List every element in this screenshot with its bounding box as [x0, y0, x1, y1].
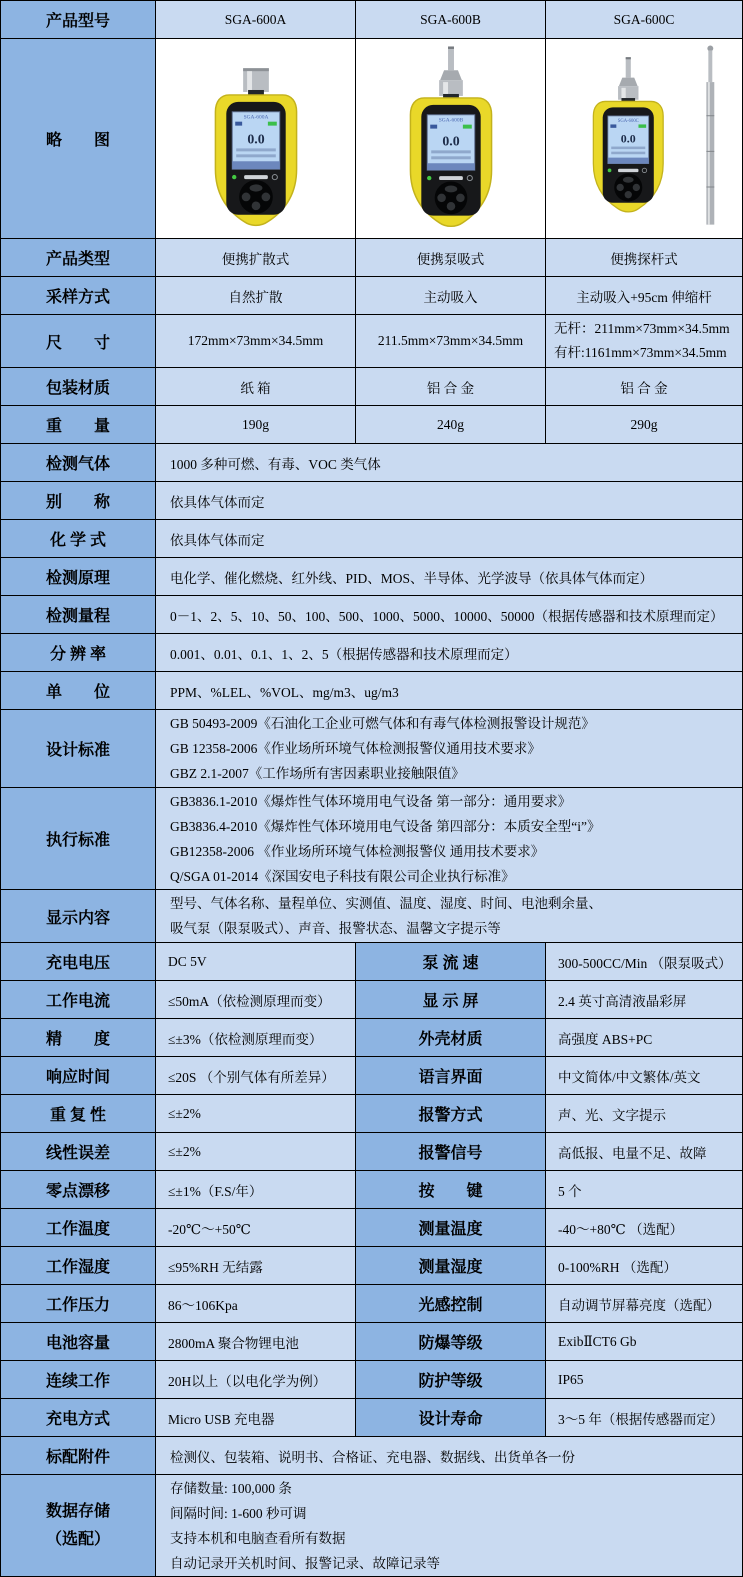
label-working-pressure: 工作压力: [1, 1285, 156, 1322]
value-detect-range: 0－1、2、5、10、50、100、500、1000、5000、10000、50000（根据传感器和技术原理而定）: [156, 596, 742, 633]
row-product-model: [1, 1, 742, 39]
value-dimensions-600a: 172mm×73mm×34.5mm: [156, 315, 356, 367]
value-response-time: ≤20S （个别气体有所差异）: [156, 1057, 356, 1094]
telescopic-probe-rod: [706, 45, 714, 224]
label-standard-accessories: 标配附件: [1, 1437, 156, 1474]
label-working-current: 工作电流: [1, 981, 156, 1018]
data-storage-line: 间隔时间: 1-600 秒可调: [170, 1505, 307, 1521]
value-product-type-600b: 便携泵吸式: [356, 239, 546, 276]
product-image-sga-600a: [156, 39, 356, 238]
label-execution-standard: 执行标准: [1, 788, 156, 889]
value-resolution: 0.001、0.01、0.1、1、2、5（根据传感器和技术原理而定）: [156, 634, 742, 671]
dimension-with-rod: 有杆:1161mm×73mm×34.5mm: [554, 345, 727, 360]
label-sketch: 略 图: [1, 39, 156, 238]
model-name-sga-600c: SGA-600C: [546, 1, 742, 38]
value-protection-grade: IP65: [546, 1361, 742, 1398]
value-product-type-600c: 便携探杆式: [546, 239, 742, 276]
value-alias: 依具体气体而定: [156, 482, 742, 519]
value-packaging-600c: 铝 合 金: [546, 368, 742, 405]
dimension-without-rod: 无杆：211mm×73mm×34.5mm: [554, 321, 730, 336]
label-language: 语言界面: [356, 1057, 546, 1094]
product-image-sga-600c: [546, 39, 742, 238]
label-weight: 重 量: [1, 406, 156, 443]
model-name-sga-600a: SGA-600A: [156, 1, 356, 38]
row-detect-principle: [1, 558, 742, 596]
row-linearity-alarm-signal: [1, 1133, 742, 1171]
row-response-time-language: [1, 1057, 742, 1095]
label-detect-principle: 检测原理: [1, 558, 156, 595]
value-repeatability: ≤±2%: [156, 1095, 356, 1132]
value-zero-drift: ≤±1%（F.S/年）: [156, 1171, 356, 1208]
value-alarm-signal: 高低报、电量不足、故障: [546, 1133, 742, 1170]
label-product-model: 产品型号: [1, 1, 156, 38]
label-design-standard: 设计标准: [1, 710, 156, 787]
label-data-storage: [1, 1475, 156, 1576]
label-alarm-mode: 报警方式: [356, 1095, 546, 1132]
lcd-reading: 0.0: [246, 131, 265, 147]
label-light-control: 光感控制: [356, 1285, 546, 1322]
label-display-screen: 显 示 屏: [356, 981, 546, 1018]
row-sampling-method: [1, 277, 742, 315]
label-charging-voltage: 充电电压: [1, 943, 156, 980]
row-dimensions: [1, 315, 742, 368]
row-battery-explosion-proof: [1, 1323, 742, 1361]
design-standard-line: GB 12358-2006《作业场所环境气体检测报警仪通用技术要求》: [170, 741, 541, 756]
value-execution-standard: [156, 788, 742, 889]
product-image-sga-600b: [356, 39, 546, 238]
execution-standard-line: GB12358-2006 《作业场所环境气体检测报警仪 通用技术要求》: [170, 843, 545, 859]
display-content-line: 型号、气体名称、量程单位、实测值、温度、湿度、时间、电池剩余量、: [170, 896, 602, 911]
row-weight: [1, 406, 742, 444]
value-buttons: 5 个: [546, 1171, 742, 1208]
row-zero-drift-buttons: [1, 1171, 742, 1209]
label-dimensions: 尺 寸: [1, 315, 156, 367]
row-product-type: [1, 239, 742, 277]
value-dimensions-600c: [546, 315, 742, 367]
label-response-time: 响应时间: [1, 1057, 156, 1094]
lcd-title: SGA-600C: [617, 118, 639, 124]
row-packaging-material: [1, 368, 742, 406]
label-explosion-proof-grade: 防爆等级: [356, 1323, 546, 1360]
execution-standard-line: Q/SGA 01-2014《深国安电子科技有限公司企业执行标准》: [170, 868, 515, 884]
label-measure-humidity: 测量湿度: [356, 1247, 546, 1284]
row-execution-standard: [1, 788, 742, 890]
value-detect-principle: 电化学、催化燃烧、红外线、PID、MOS、半导体、光学波导（依具体气体而定）: [156, 558, 742, 595]
label-working-humidity: 工作湿度: [1, 1247, 156, 1284]
value-working-humidity: ≤95%RH 无结露: [156, 1247, 356, 1284]
lcd-title: SGA-600A: [243, 114, 268, 121]
value-charging-voltage: DC 5V: [156, 943, 356, 980]
data-storage-line: 自动记录开关机时间、报警记录、故障记录等: [170, 1555, 440, 1571]
label-repeatability: 重 复 性: [1, 1095, 156, 1132]
label-alias: 别 称: [1, 482, 156, 519]
label-resolution: 分 辨 率: [1, 634, 156, 671]
value-pump-flow: 300-500CC/Min （限泵吸式）: [546, 943, 742, 980]
lcd-reading: 0.0: [620, 131, 636, 146]
label-unit: 单 位: [1, 672, 156, 709]
label-alarm-signal: 报警信号: [356, 1133, 546, 1170]
label-display-content: 显示内容: [1, 890, 156, 942]
label-battery-capacity: 电池容量: [1, 1323, 156, 1360]
label-working-temperature: 工作温度: [1, 1209, 156, 1246]
row-working-pressure-light-control: [1, 1285, 742, 1323]
label-measure-temperature: 测量温度: [356, 1209, 546, 1246]
value-design-standard: [156, 710, 742, 787]
row-continuous-work-protection: [1, 1361, 742, 1399]
label-chemical-formula: 化 学 式: [1, 520, 156, 557]
value-sampling-600a: 自然扩散: [156, 277, 356, 314]
value-light-control: 自动调节屏幕亮度（选配）: [546, 1285, 742, 1322]
row-repeatability-alarm-mode: [1, 1095, 742, 1133]
label-zero-drift: 零点漂移: [1, 1171, 156, 1208]
design-standard-line: GB 50493-2009《石油化工企业可燃气体和有毒气体检测报警设计规范》: [170, 716, 595, 731]
data-storage-label-line: （选配）: [45, 1530, 110, 1548]
row-alias: [1, 482, 742, 520]
label-sampling-method: 采样方式: [1, 277, 156, 314]
lcd-reading: 0.0: [441, 133, 460, 149]
execution-standard-line: GB3836.4-2010《爆炸性气体环境用电气设备 第四部分：本质安全型“i”》: [170, 818, 601, 834]
execution-standard-line: GB3836.1-2010《爆炸性气体环境用电气设备 第一部分：通用要求》: [170, 793, 572, 809]
value-working-current: ≤50mA（依检测原理而变）: [156, 981, 356, 1018]
label-detect-gas: 检测气体: [1, 444, 156, 481]
value-sampling-600c: 主动吸入+95cm 伸缩杆: [546, 277, 742, 314]
label-shell-material: 外壳材质: [356, 1019, 546, 1056]
value-accuracy: ≤±3%（依检测原理而变）: [156, 1019, 356, 1056]
row-detect-gas: [1, 444, 742, 482]
value-packaging-600a: 纸 箱: [156, 368, 356, 405]
value-display-content: [156, 890, 742, 942]
row-detect-range: [1, 596, 742, 634]
value-weight-600a: 190g: [156, 406, 356, 443]
row-display-content: [1, 890, 742, 943]
design-standard-line: GBZ 2.1-2007《工作场所有害因素职业接触限值》: [170, 766, 465, 781]
value-working-pressure: 86～106Kpa: [156, 1285, 356, 1322]
label-pump-flow: 泵 流 速: [356, 943, 546, 980]
value-design-life: 3～5 年（根据传感器而定）: [546, 1399, 742, 1436]
row-resolution: [1, 634, 742, 672]
value-weight-600b: 240g: [356, 406, 546, 443]
label-linearity-error: 线性误差: [1, 1133, 156, 1170]
label-detect-range: 检测量程: [1, 596, 156, 633]
value-weight-600c: 290g: [546, 406, 742, 443]
model-name-sga-600b: SGA-600B: [356, 1, 546, 38]
value-product-type-600a: 便携扩散式: [156, 239, 356, 276]
value-measure-temperature: -40～+80℃ （选配）: [546, 1209, 742, 1246]
value-display-screen: 2.4 英寸高清液晶彩屏: [546, 981, 742, 1018]
row-standard-accessories: [1, 1437, 742, 1475]
display-content-line: 吸气泵（限泵吸式）、声音、报警状态、温馨文字提示等: [170, 921, 501, 936]
value-dimensions-600b: 211.5mm×73mm×34.5mm: [356, 315, 546, 367]
label-packaging-material: 包装材质: [1, 368, 156, 405]
data-storage-line: 存储数量: 100,000 条: [170, 1480, 292, 1496]
value-shell-material: 高强度 ABS+PC: [546, 1019, 742, 1056]
value-alarm-mode: 声、光、文字提示: [546, 1095, 742, 1132]
value-linearity-error: ≤±2%: [156, 1133, 356, 1170]
label-product-type: 产品类型: [1, 239, 156, 276]
value-standard-accessories: 检测仪、包装箱、说明书、合格证、充电器、数据线、出货单各一份: [156, 1437, 742, 1474]
value-packaging-600b: 铝 合 金: [356, 368, 546, 405]
value-unit: PPM、%LEL、%VOL、mg/m3、ug/m3: [156, 672, 742, 709]
label-continuous-work: 连续工作: [1, 1361, 156, 1398]
row-chemical-formula: [1, 520, 742, 558]
data-storage-line: 支持本机和电脑查看所有数据: [170, 1530, 346, 1546]
value-detect-gas: 1000 多种可燃、有毒、VOC 类气体: [156, 444, 742, 481]
value-explosion-proof-grade: ExibⅡCT6 Gb: [546, 1323, 742, 1360]
value-chemical-formula: 依具体气体而定: [156, 520, 742, 557]
row-charging-voltage-pump-flow: [1, 943, 742, 981]
row-working-humidity-measure-humidity: [1, 1247, 742, 1285]
value-measure-humidity: 0-100%RH （选配）: [546, 1247, 742, 1284]
row-sketch: [1, 39, 742, 239]
label-buttons: 按 键: [356, 1171, 546, 1208]
data-storage-label-line: 数据存储: [45, 1502, 110, 1520]
label-charging-method: 充电方式: [1, 1399, 156, 1436]
row-charging-method-design-life: [1, 1399, 742, 1437]
row-data-storage: [1, 1475, 742, 1576]
lcd-title: SGA-600B: [438, 117, 463, 124]
value-working-temperature: -20℃～+50℃: [156, 1209, 356, 1246]
value-language: 中文简体/中文繁体/英文: [546, 1057, 742, 1094]
value-sampling-600b: 主动吸入: [356, 277, 546, 314]
row-design-standard: [1, 710, 742, 788]
row-unit: [1, 672, 742, 710]
value-battery-capacity: 2800mA 聚合物锂电池: [156, 1323, 356, 1360]
row-working-current-display-screen: [1, 981, 742, 1019]
value-charging-method: Micro USB 充电器: [156, 1399, 356, 1436]
label-protection-grade: 防护等级: [356, 1361, 546, 1398]
row-accuracy-shell-material: [1, 1019, 742, 1057]
value-data-storage: [156, 1475, 742, 1576]
label-design-life: 设计寿命: [356, 1399, 546, 1436]
label-accuracy: 精 度: [1, 1019, 156, 1056]
value-continuous-work: 20H以上（以电化学为例）: [156, 1361, 356, 1398]
row-working-temp-measure-temp: [1, 1209, 742, 1247]
